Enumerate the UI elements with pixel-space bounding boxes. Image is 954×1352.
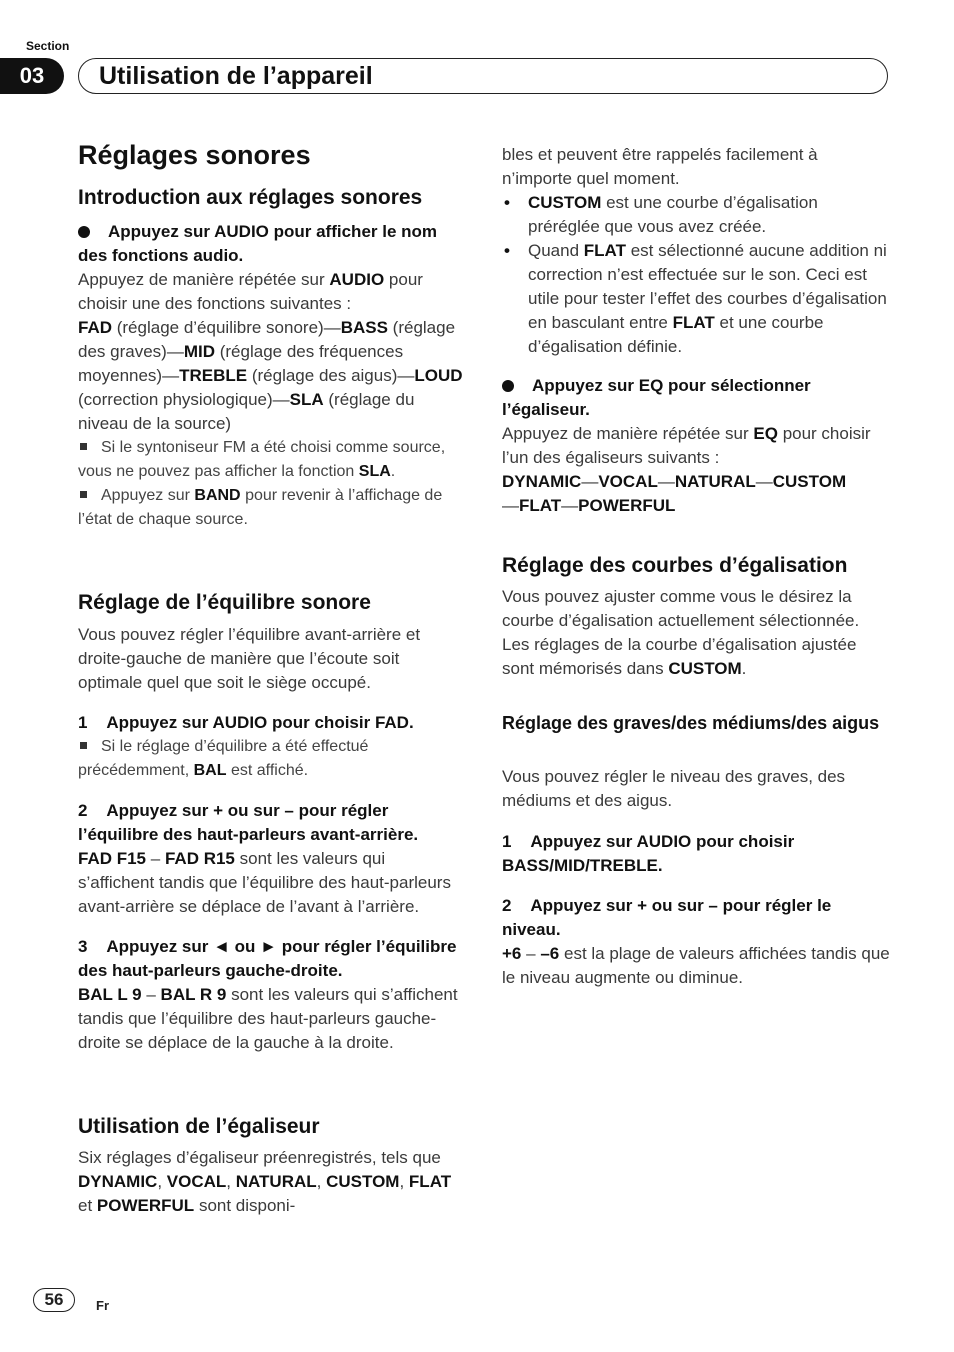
note-square-icon (80, 491, 87, 498)
balance-intro-text: Vous pouvez régler l’équilibre avant-arrière et droite-gauche de manière que l’écoute soit optimale quel que soit le siège occupé. (78, 625, 421, 692)
balance-step2-text: 2 Appuyez sur + ou sur – pour régler l’équilibre des haut-parleurs avant-arrière. (78, 801, 419, 844)
section-label: Section (26, 39, 70, 53)
levels-step2-body: +6 – –6 est la plage de valeurs affichées tandis que le niveau augmente ou diminue. (502, 944, 890, 987)
balance-step1-note: Si le réglage d’équilibre a été effectué précédemment, BAL est affiché. (78, 738, 369, 779)
note-square-icon (80, 443, 87, 450)
list-item: • CUSTOM est une courbe d’égalisation préréglée que vous avez créée. (502, 191, 890, 239)
intro-functions: FAD (réglage d’équilibre sonore)—BASS (réglage des graves)—MID (réglage des fréquences moyennes)—TREBLE (réglage des aigus)—LOUD (correction physiologique)—SLA (réglage du niveau de la source) (78, 318, 463, 433)
balance-heading: Réglage de l’équilibre sonore (78, 591, 371, 614)
section-number-badge: 03 (0, 58, 64, 94)
eq-select-block (502, 374, 890, 518)
chapter-title-bar (78, 58, 888, 94)
balance-step3-text: 3 Appuyez sur ◄ ou ► pour régler l’équilibre des haut-parleurs gauche-droite. (78, 937, 457, 980)
balance-step1 (78, 711, 466, 783)
eq-cont-text: bles et peuvent être rappelés facilement à n’importe quel moment. (502, 145, 818, 188)
page-title: Réglages sonores (78, 140, 311, 170)
levels-heading: Réglage des graves/des médiums/des aigus (502, 713, 880, 733)
balance-body (78, 623, 466, 695)
bullet-dot-icon (502, 380, 514, 392)
eq-select-body: Appuyez de manière répétée sur EQ pour choisir l’un des égaliseurs suivants : (502, 424, 871, 467)
balance-step3 (78, 935, 466, 1055)
curves-body-text: Vous pouvez ajuster comme vous le désirez la courbe d’égalisation actuellement sélectionnée. Les réglages de la courbe d’égalisation ajustée sont mémorisés dans CUSTOM. (502, 587, 860, 678)
page-number: 56 (33, 1288, 75, 1312)
eq-bullets (502, 191, 890, 359)
bullet-dot-icon (78, 226, 90, 238)
chapter-title: Utilisation de l’appareil (99, 61, 373, 90)
curves-body (502, 585, 890, 681)
balance-step3-body: BAL L 9 – BAL R 9 sont les valeurs qui s’affichent tandis que l’équilibre des haut-parleurs gauche-droite se déplace de la gauche à la droite. (78, 985, 458, 1052)
intro-heading: Introduction aux réglages sonores (78, 186, 423, 209)
eq-body-text: Six réglages d’égaliseur préenregistrés, tels que DYNAMIC, VOCAL, NATURAL, CUSTOM, FLAT et POWERFUL sont disponi- (78, 1148, 452, 1215)
levels-step2 (502, 894, 890, 990)
intro-note-band: Appuyez sur BAND pour revenir à l’affichage de l’état de chaque source. (78, 487, 443, 528)
curves-heading: Réglage des courbes d’égalisation (502, 554, 848, 577)
eq-heading: Utilisation de l’égaliseur (78, 1115, 320, 1138)
balance-step2 (78, 799, 466, 919)
levels-body-text: Vous pouvez régler le niveau des graves, des médiums et des aigus. (502, 767, 846, 810)
intro-block (78, 220, 466, 532)
levels-step2-text: 2 Appuyez sur + ou sur – pour régler le niveau. (502, 896, 832, 939)
balance-step1-text: 1 Appuyez sur AUDIO pour choisir FAD. (78, 713, 414, 732)
eq-body (78, 1146, 466, 1218)
levels-step1 (502, 830, 890, 878)
eq-continuation (502, 143, 890, 359)
levels-body (502, 765, 890, 813)
eq-options-list: DYNAMIC—VOCAL—NATURAL—CUSTOM —FLAT—POWERFUL (502, 472, 847, 515)
eq-select-step: Appuyez sur EQ pour sélectionner l’égaliseur. (502, 376, 811, 419)
balance-step2-body: FAD F15 – FAD R15 sont les valeurs qui s’affichent tandis que l’équilibre des haut-parleurs avant-arrière se déplace de l’avant à l’arrière. (78, 849, 451, 916)
language-code: Fr (96, 1298, 109, 1313)
note-square-icon (80, 742, 87, 749)
levels-step1-text: 1 Appuyez sur AUDIO pour choisir BASS/MID/TREBLE. (502, 832, 795, 875)
list-item: • Quand FLAT est sélectionné aucune addition ni correction n’est effectuée sur le son. Ceci est utile pour tester l’effet des courbes d’égalisation en basculant entre FLAT et une courbe d’égalisation définie. (502, 239, 890, 359)
intro-note-fm: Si le syntoniseur FM a été choisi comme source, vous ne pouvez pas afficher la fonction SLA. (78, 439, 446, 480)
intro-body: Appuyez de manière répétée sur AUDIO pour choisir une des fonctions suivantes : (78, 270, 423, 313)
intro-step: Appuyez sur AUDIO pour afficher le nom des fonctions audio. (78, 222, 438, 265)
